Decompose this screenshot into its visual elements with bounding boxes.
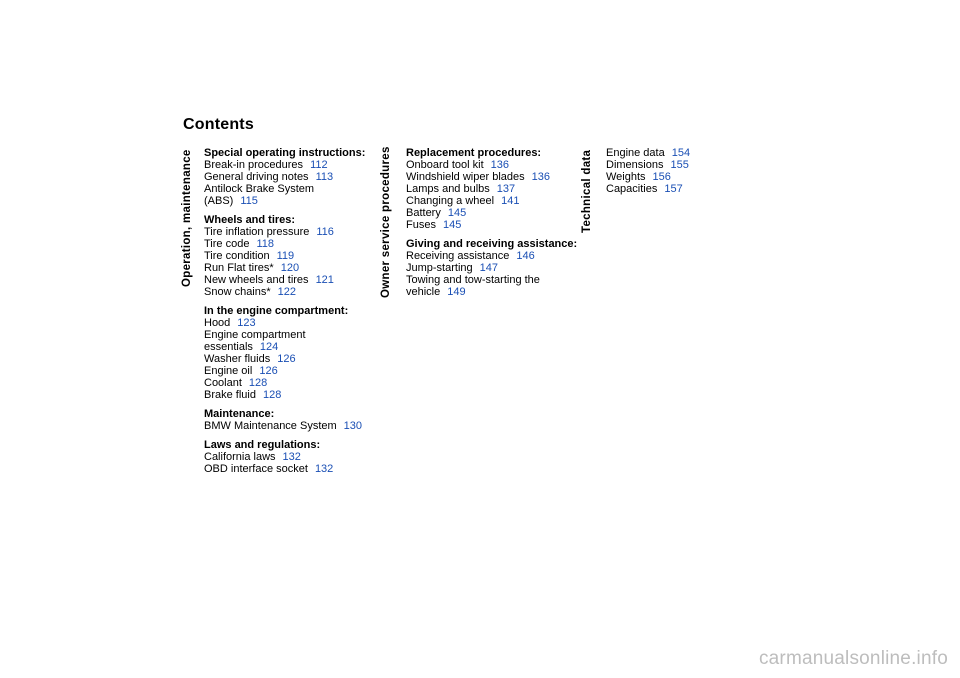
page-number-link[interactable]: 132 <box>314 463 334 475</box>
toc-entry-text: Engine compartment <box>204 329 306 341</box>
toc-group <box>606 147 786 195</box>
toc-entry[interactable] <box>204 262 384 274</box>
toc-entry-text: Coolant <box>204 377 242 389</box>
toc-entry-line <box>606 159 786 171</box>
toc-entry[interactable] <box>406 159 586 171</box>
toc-entry[interactable] <box>406 262 586 274</box>
page-number-link[interactable]: 113 <box>315 171 334 183</box>
page-number-link[interactable]: 145 <box>447 207 467 219</box>
toc-group <box>204 408 384 432</box>
page-number-link[interactable]: 122 <box>277 286 297 298</box>
toc-entry-text: Engine data <box>606 147 665 159</box>
page-number-link[interactable]: 156 <box>652 171 671 183</box>
toc-entry-line <box>204 341 384 353</box>
page-number-link[interactable]: 116 <box>316 226 334 238</box>
page-number-link[interactable]: 147 <box>479 262 498 274</box>
toc-entry-text: Brake fluid <box>204 389 256 401</box>
toc-entry-text: Windshield wiper blades <box>406 171 525 183</box>
toc-entry-text: Engine oil <box>204 365 253 377</box>
toc-group <box>204 439 384 475</box>
toc-entry-text: Battery <box>406 207 441 219</box>
toc-entry-line <box>406 171 586 183</box>
toc-entry[interactable] <box>204 353 384 365</box>
toc-column-technical-data <box>606 147 786 202</box>
toc-group <box>204 147 384 207</box>
toc-entry[interactable] <box>406 195 586 207</box>
section-label-owner-service-procedures: Owner service procedures <box>380 146 392 298</box>
toc-entry-text: essentials <box>204 341 253 353</box>
page-number-link[interactable]: 126 <box>259 365 278 377</box>
toc-entry-text: Run Flat tires* <box>204 262 274 274</box>
toc-entry-line <box>204 286 384 298</box>
toc-entry-text: Fuses <box>406 219 436 231</box>
toc-entry[interactable] <box>204 274 384 286</box>
toc-entry-text: Hood <box>204 317 231 329</box>
toc-entry-text: Weights <box>606 171 646 183</box>
page-number-link[interactable]: 118 <box>256 238 274 250</box>
toc-entry[interactable] <box>406 183 586 195</box>
page-number-link[interactable]: 115 <box>240 195 258 207</box>
toc-entry-text: California laws <box>204 451 276 463</box>
toc-entry[interactable] <box>606 183 786 195</box>
toc-entry[interactable] <box>406 274 586 298</box>
toc-entry-text: Tire code <box>204 238 250 250</box>
toc-entry-line <box>204 463 384 475</box>
toc-entry-line <box>606 147 786 159</box>
toc-entry-line <box>204 389 384 401</box>
toc-entry[interactable] <box>406 207 586 219</box>
watermark: carmanualsonline.info <box>758 648 948 669</box>
toc-entry-line <box>406 183 586 195</box>
toc-entry[interactable] <box>606 159 786 171</box>
toc-entry-line <box>204 195 384 207</box>
toc-entry-line <box>204 262 384 274</box>
page-title: Contents <box>183 116 254 133</box>
toc-entry[interactable] <box>204 159 384 171</box>
toc-entry[interactable] <box>204 238 384 250</box>
page-number-link[interactable]: 136 <box>490 159 510 171</box>
toc-entry-line <box>204 329 384 341</box>
section-label-technical-data: Technical data <box>581 149 593 233</box>
toc-entry[interactable] <box>204 226 384 238</box>
toc-entry[interactable] <box>204 389 384 401</box>
toc-entry-text: Onboard tool kit <box>406 159 484 171</box>
page-number-link[interactable]: 157 <box>664 183 683 195</box>
toc-column-operation-maintenance <box>204 147 384 482</box>
toc-entry-line <box>204 159 384 171</box>
toc-entry[interactable] <box>406 171 586 183</box>
toc-entry-text: Snow chains* <box>204 286 271 298</box>
toc-entry-line <box>406 159 586 171</box>
toc-entry-text: Towing and tow-starting the <box>406 274 540 286</box>
toc-entry-line <box>204 420 384 432</box>
toc-entry-line <box>204 274 384 286</box>
page-number-link[interactable]: 130 <box>343 420 363 432</box>
page-number-link[interactable]: 155 <box>670 159 689 171</box>
toc-entry-line <box>406 262 586 274</box>
page-number-link[interactable]: 119 <box>276 250 295 262</box>
toc-entry-text: Jump-starting <box>406 262 473 274</box>
toc-entry-text: OBD interface socket <box>204 463 308 475</box>
group-heading: Replacement procedures: <box>406 147 542 159</box>
group-heading: Wheels and tires: <box>204 214 296 226</box>
page-number-link[interactable]: 128 <box>262 389 282 401</box>
toc-column-owner-service-procedures <box>406 147 586 305</box>
toc-group <box>406 238 586 298</box>
toc-entry[interactable] <box>204 420 384 432</box>
toc-entry[interactable] <box>204 463 384 475</box>
toc-entry-line <box>204 451 384 463</box>
group-heading: Maintenance: <box>204 408 275 420</box>
page-number-link[interactable]: 141 <box>501 195 520 207</box>
toc-entry-line <box>406 250 586 262</box>
toc-entry-text: New wheels and tires <box>204 274 309 286</box>
toc-entry-line <box>204 317 384 329</box>
toc-entry-line <box>606 171 786 183</box>
toc-entry[interactable] <box>606 171 786 183</box>
page-number-link[interactable]: 132 <box>282 451 301 463</box>
toc-entry-line <box>204 377 384 389</box>
toc-entry-line <box>406 195 586 207</box>
page-number-link[interactable]: 137 <box>496 183 516 195</box>
page-number-link[interactable]: 124 <box>259 341 279 353</box>
toc-entry[interactable] <box>204 329 384 353</box>
toc-entry-text: Break-in procedures <box>204 159 304 171</box>
toc-entry-line <box>204 171 384 183</box>
toc-entry-line <box>204 238 384 250</box>
toc-group <box>204 214 384 298</box>
toc-entry[interactable] <box>204 317 384 329</box>
page-number-link[interactable]: 136 <box>531 171 550 183</box>
toc-entry-text: General driving notes <box>204 171 309 183</box>
page-number-link[interactable]: 120 <box>280 262 300 274</box>
page-number-link[interactable]: 146 <box>516 250 535 262</box>
page-number-link[interactable]: 126 <box>277 353 296 365</box>
toc-entry-text: Receiving assistance <box>406 250 510 262</box>
toc-entry-line <box>606 183 786 195</box>
section-label-operation-maintenance: Operation, maintenance <box>181 149 193 287</box>
toc-group <box>204 305 384 401</box>
toc-entry-line <box>406 286 586 298</box>
page-number-link[interactable]: 145 <box>442 219 462 231</box>
toc-entry[interactable] <box>204 377 384 389</box>
toc-entry-line <box>204 250 384 262</box>
toc-entry-text: Washer fluids <box>204 353 271 365</box>
toc-entry[interactable] <box>204 365 384 377</box>
toc-entry-line <box>204 353 384 365</box>
toc-entry-text: Tire condition <box>204 250 270 262</box>
toc-entry[interactable] <box>204 171 384 183</box>
toc-entry-text: Tire inflation pressure <box>204 226 310 238</box>
toc-entry[interactable] <box>204 451 384 463</box>
group-heading: In the engine compartment: <box>204 305 349 317</box>
toc-entry-text: Changing a wheel <box>406 195 495 207</box>
page-number-link[interactable]: 112 <box>310 159 328 171</box>
group-heading: Giving and receiving assistance: <box>406 238 578 250</box>
toc-entry-line <box>406 219 586 231</box>
toc-entry[interactable] <box>406 219 586 231</box>
page-number-link[interactable]: 121 <box>315 274 334 286</box>
toc-entry[interactable] <box>406 250 586 262</box>
toc-entry-text: Antilock Brake System <box>204 183 315 195</box>
toc-entry-line <box>204 365 384 377</box>
toc-entry-text: Capacities <box>606 183 658 195</box>
toc-entry-line <box>406 274 586 286</box>
toc-entry-text: vehicle <box>406 286 441 298</box>
toc-entry-line <box>204 226 384 238</box>
page-number-link[interactable]: 149 <box>447 286 466 298</box>
toc-entry[interactable] <box>606 147 786 159</box>
toc-entry[interactable] <box>204 286 384 298</box>
page-number-link[interactable]: 154 <box>671 147 691 159</box>
toc-entry[interactable] <box>204 250 384 262</box>
toc-group <box>406 147 586 231</box>
toc-entry-text: BMW Maintenance System <box>204 420 337 432</box>
group-heading: Special operating instructions: <box>204 147 366 159</box>
toc-entry-line <box>406 207 586 219</box>
toc-entry[interactable] <box>204 183 384 207</box>
toc-entry-text: Dimensions <box>606 159 664 171</box>
page-number-link[interactable]: 128 <box>248 377 268 389</box>
toc-entry-text: (ABS) <box>204 195 234 207</box>
toc-entry-text: Lamps and bulbs <box>406 183 490 195</box>
page-number-link[interactable]: 123 <box>237 317 256 329</box>
group-heading: Laws and regulations: <box>204 439 321 451</box>
toc-entry-line <box>204 183 384 195</box>
